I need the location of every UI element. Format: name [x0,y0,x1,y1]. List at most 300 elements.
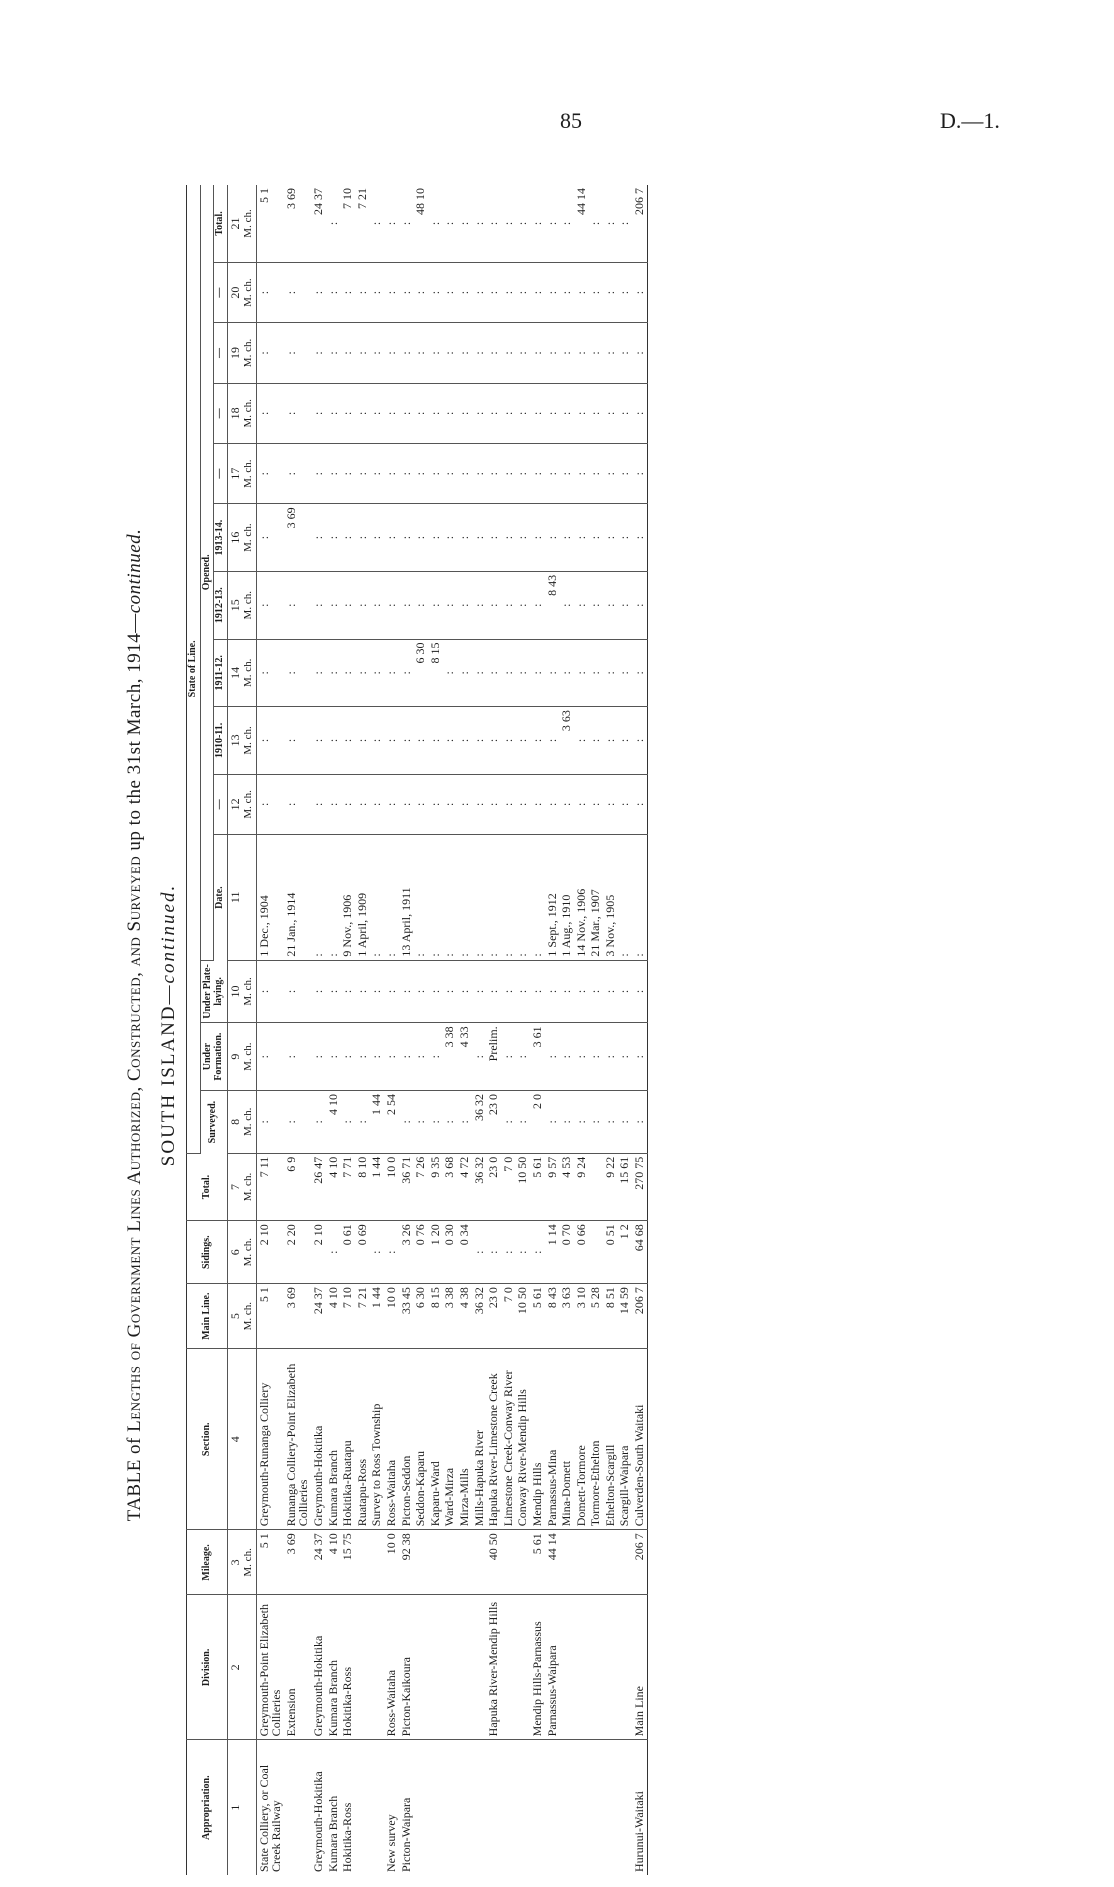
cell-mil [428,1530,443,1595]
cell-c21: : [559,185,574,262]
unit-label: M. ch. [242,1153,256,1221]
cell-sec: Survey to Ross Township [369,1349,384,1530]
cell-tot: 23 0 [486,1153,501,1221]
cell-c16: : [559,504,574,572]
cell-main: 8 15 [428,1284,443,1349]
header-under-formation: Under Formation. [200,1023,227,1091]
cell-c17: : [442,443,457,503]
cell-mil [617,1530,632,1595]
unit-label: M. ch. [242,323,256,383]
cell-c21: 48 10 [413,185,428,262]
cell-tot: 36 32 [472,1153,487,1221]
cell-sec: Culverden-South Waitaki [632,1349,647,1530]
cell-c21: : [472,185,487,262]
title-continued: continued. [124,528,145,614]
table-row [442,185,457,1875]
cell-tot: 15 61 [617,1153,632,1221]
cell-sid: : [486,1221,501,1284]
cell-c19: : [399,323,414,383]
cell-c12: : [399,774,414,834]
cell-c18: : [559,383,574,443]
cell-c20: : [340,262,355,322]
cell-c20: : [399,262,414,322]
cell-c17: : [355,443,370,503]
cell-mil [369,1530,384,1595]
cell-app [428,1740,443,1875]
cell-c12: : [355,774,370,834]
cell-sid: 0 76 [413,1221,428,1284]
cell-date: 14 Nov., 1906 [574,835,589,961]
unit-label [242,1595,256,1740]
cell-c13: : [399,707,414,775]
cell-surv: : [355,1090,370,1153]
cell-surv: : [284,1090,311,1153]
cell-form: 3 38 [442,1023,457,1091]
cell-c18: : [545,383,560,443]
cell-c12: : [486,774,501,834]
cell-main: 10 50 [515,1284,530,1349]
cell-tot: 5 61 [530,1153,545,1221]
cell-sec: Limestone Creek-Conway River [501,1349,516,1530]
cell-c15: : [603,571,618,639]
cell-date: : [326,835,341,961]
cell-c15: : [486,571,501,639]
cell-c15: : [428,571,443,639]
cell-form: : [632,1023,647,1091]
cell-main: 23 0 [486,1284,501,1349]
cell-main: 36 32 [472,1284,487,1349]
cell-form: : [384,1023,399,1091]
header-total: Total. [187,1153,228,1221]
cell-mil [559,1530,574,1595]
cell-c17: : [340,443,355,503]
cell-tot: 9 22 [603,1153,618,1221]
cell-c16: : [472,504,487,572]
cell-date: 3 Nov., 1905 [603,835,618,961]
cell-sid: : [384,1221,399,1284]
table-row [457,185,472,1875]
cell-sec: Ward-Mirza [442,1349,457,1530]
column-number: 20 [227,262,242,322]
header-col19: — [214,323,228,383]
cell-c19: : [515,323,530,383]
cell-c12: : [384,774,399,834]
cell-form: : [256,1023,284,1091]
cell-tot: 4 72 [457,1153,472,1221]
cell-c16: : [340,504,355,572]
header-surveyed: Surveyed. [200,1090,227,1153]
cell-c20: : [384,262,399,322]
cell-c12: : [515,774,530,834]
column-number: 8 [227,1090,242,1153]
cell-c19: : [340,323,355,383]
cell-surv: : [545,1090,560,1153]
unit-label: M. ch. [242,571,256,639]
cell-tot: 7 0 [501,1153,516,1221]
cell-date: 13 April, 1911 [399,835,414,961]
cell-div [355,1595,370,1740]
cell-tot: 9 57 [545,1153,560,1221]
cell-form: : [588,1023,603,1091]
cell-mil [574,1530,589,1595]
cell-main: 4 38 [457,1284,472,1349]
cell-plate: : [340,960,355,1023]
cell-c19: : [574,323,589,383]
cell-sec: Ruatapu-Ross [355,1349,370,1530]
cell-surv: 2 54 [384,1090,399,1153]
table-row [384,185,399,1875]
cell-sid: 2 20 [284,1221,311,1284]
cell-form: Prelim. [486,1023,501,1091]
cell-surv: : [311,1090,326,1153]
table-row [355,185,370,1875]
cell-c15: : [399,571,414,639]
cell-mil [413,1530,428,1595]
title-part-2: Lengths of Government Lines Authorized, Constructed, and Surveyed [124,855,145,1432]
cell-div [574,1595,589,1740]
cell-c16: : [355,504,370,572]
cell-c16: : [457,504,472,572]
cell-app [284,1740,311,1875]
cell-main: 3 69 [284,1284,311,1349]
cell-main: 8 43 [545,1284,560,1349]
cell-main: 7 10 [340,1284,355,1349]
header-1913-14: 1913-14. [214,504,228,572]
cell-c20: : [486,262,501,322]
cell-date: : [515,835,530,961]
cell-app [442,1740,457,1875]
cell-div [617,1595,632,1740]
cell-mil: 15 75 [340,1530,355,1595]
table-row [413,185,428,1875]
unit-label: M. ch. [242,1530,256,1595]
cell-app [545,1740,560,1875]
cell-mil: 92 38 [399,1530,414,1595]
cell-c21: : [442,185,457,262]
subtitle-main: SOUTH ISLAND— [158,983,179,1167]
cell-c13: : [428,707,443,775]
header-date: Date. [214,835,228,961]
column-number: 10 [227,960,242,1023]
cell-div: Kumara Branch [326,1595,341,1740]
cell-div [457,1595,472,1740]
cell-app: Greymouth-Hokitika [311,1771,326,1872]
cell-div [369,1595,384,1740]
cell-main: 7 0 [501,1284,516,1349]
cell-c21: 24 37 [311,185,326,262]
cell-c21: : [617,185,632,262]
cell-form: : [326,1023,341,1091]
cell-form: : [515,1023,530,1091]
cell-date: 21 Jan., 1914 [284,835,311,961]
table-row [340,185,355,1875]
cell-main: 6 30 [413,1284,428,1349]
cell-c14: 6 30 [413,639,428,707]
cell-c17: : [530,443,545,503]
cell-surv: : [559,1090,574,1153]
cell-c21: : [486,185,501,262]
cell-div: Main Line [632,1595,647,1740]
cell-app: Kumara Branch [325,1795,340,1872]
cell-app [486,1740,501,1875]
cell-c17: : [256,443,284,503]
cell-c17: : [413,443,428,503]
unit-label: M. ch. [242,443,256,503]
cell-c17: : [574,443,589,503]
cell-c18: : [457,383,472,443]
cell-c15: 8 43 [545,571,560,639]
unit-label: M. ch. [242,262,256,322]
table-row [574,185,589,1875]
cell-plate: : [559,960,574,1023]
cell-c21: 3 69 [284,185,311,262]
cell-sec: Ethelton-Scargill [603,1349,618,1530]
cell-c17: : [515,443,530,503]
cell-c12: : [428,774,443,834]
cell-sid: 0 66 [574,1221,589,1284]
cell-mil: 24 37 [311,1530,326,1595]
cell-c19: : [442,323,457,383]
cell-c15: : [457,571,472,639]
cell-surv: 36 32 [472,1090,487,1153]
cell-c14: : [617,639,632,707]
cell-sid: : [530,1221,545,1284]
cell-c13: : [617,707,632,775]
header-section: Section. [187,1349,228,1530]
cell-c20: : [326,262,341,322]
cell-sid: : [472,1221,487,1284]
unit-label: M. ch. [242,383,256,443]
cell-plate: : [632,960,647,1023]
cell-sec: Kaparu-Ward [428,1349,443,1530]
cell-c21: : [369,185,384,262]
cell-form: : [311,1023,326,1091]
cell-mil [515,1530,530,1595]
cell-sec: Greymouth-Runanga Colliery [256,1349,284,1530]
cell-c20: : [617,262,632,322]
cell-sid: 1 14 [545,1221,560,1284]
cell-c15: : [530,571,545,639]
cell-sec: Conway River-Mendip Hills [515,1349,530,1530]
cell-c12: : [574,774,589,834]
cell-c18: : [617,383,632,443]
cell-c12: : [559,774,574,834]
cell-tot: 4 53 [559,1153,574,1221]
cell-c14: : [326,639,341,707]
cell-sid: 0 51 [603,1221,618,1284]
cell-c12: : [369,774,384,834]
column-number: 6 [227,1221,242,1284]
cell-form: : [559,1023,574,1091]
table-row [559,185,574,1875]
cell-c13: : [355,707,370,775]
cell-c14: : [355,639,370,707]
cell-date: : [369,835,384,961]
cell-tot: 7 26 [413,1153,428,1221]
cell-c18: : [501,383,516,443]
cell-app [574,1740,589,1875]
cell-c12: : [617,774,632,834]
cell-c18: : [603,383,618,443]
cell-c20: : [545,262,560,322]
table-row [515,185,530,1875]
cell-c13: : [530,707,545,775]
cell-c16: : [632,504,647,572]
cell-mil [457,1530,472,1595]
cell-plate: : [369,960,384,1023]
column-number: 19 [227,323,242,383]
cell-c20: : [515,262,530,322]
cell-sid: : [501,1221,516,1284]
cell-c14: : [457,639,472,707]
cell-c14: : [501,639,516,707]
cell-c19: : [559,323,574,383]
cell-c20: : [632,262,647,322]
cell-c17: : [632,443,647,503]
cell-c17: : [399,443,414,503]
cell-c15: : [617,571,632,639]
cell-c15: : [340,571,355,639]
lines-table [186,185,648,1875]
cell-c14: 8 15 [428,639,443,707]
cell-mil [355,1530,370,1595]
cell-tot: 3 68 [442,1153,457,1221]
cell-date: : [501,835,516,961]
cell-div [515,1595,530,1740]
cell-c15: : [311,571,326,639]
cell-date: : [384,835,399,961]
cell-c14: : [369,639,384,707]
cell-c21: : [399,185,414,262]
cell-main: 3 10 [574,1284,589,1349]
table-body [256,185,647,1875]
cell-c21: : [326,185,341,262]
cell-surv: : [515,1090,530,1153]
cell-c12: : [442,774,457,834]
cell-c12: : [311,774,326,834]
unit-label: M. ch. [242,1023,256,1091]
cell-c16: : [399,504,414,572]
cell-surv: 4 10 [326,1090,341,1153]
cell-sec: Mina-Domett [559,1349,574,1530]
header-opened-total: Total. [214,185,228,262]
cell-c18: : [369,383,384,443]
cell-c17: : [428,443,443,503]
header-main-line: Main Line. [187,1284,228,1349]
cell-main: 3 63 [559,1284,574,1349]
cell-c21: : [428,185,443,262]
cell-c17: : [603,443,618,503]
table-row [311,185,326,1875]
cell-form: : [603,1023,618,1091]
subtitle-continued: continued. [158,883,179,984]
cell-form: : [355,1023,370,1091]
cell-c20: : [311,262,326,322]
cell-c16: : [530,504,545,572]
cell-app: Hokitika-Ross [340,1802,355,1872]
column-number: 17 [227,443,242,503]
cell-c19: : [617,323,632,383]
cell-c17: : [545,443,560,503]
cell-c14: : [399,639,414,707]
cell-tot: 9 24 [574,1153,589,1221]
cell-c16: : [256,504,284,572]
cell-c13: : [486,707,501,775]
cell-c18: : [256,383,284,443]
cell-c20: : [574,262,589,322]
cell-c12: : [457,774,472,834]
cell-plate: : [588,960,603,1023]
cell-app: New survey [383,1814,398,1872]
cell-tot: 1 44 [369,1153,384,1221]
cell-surv: 23 0 [486,1090,501,1153]
cell-c14: : [442,639,457,707]
cell-c12: : [501,774,516,834]
cell-sid: 3 26 [399,1221,414,1284]
cell-c19: : [486,323,501,383]
cell-sec: Seddon-Kaparu [413,1349,428,1530]
cell-c18: : [311,383,326,443]
cell-c12: : [588,774,603,834]
cell-c17: : [384,443,399,503]
cell-app [588,1740,603,1875]
table-title [118,175,152,1875]
cell-c18: : [340,383,355,443]
cell-form: 3 61 [530,1023,545,1091]
header-under-plate-laying: Under Plate-laying. [200,960,227,1023]
header-state-of-line: State of Line. [187,185,201,1153]
cell-plate: : [501,960,516,1023]
cell-sid: 0 69 [355,1221,370,1284]
cell-app [559,1740,574,1875]
header-appropriation: Appropriation. [187,1740,228,1875]
column-number: 12 [227,774,242,834]
cell-c13: : [326,707,341,775]
cell-c13: : [588,707,603,775]
cell-main: 206 7 [632,1284,647,1349]
cell-c13: : [574,707,589,775]
cell-div [442,1595,457,1740]
table-row [617,185,632,1875]
cell-c17: : [486,443,501,503]
cell-div [588,1595,603,1740]
cell-c21: 7 10 [340,185,355,262]
cell-date: : [486,835,501,961]
cell-c15: : [501,571,516,639]
cell-c21: : [457,185,472,262]
cell-form: : [428,1023,443,1091]
cell-div [501,1595,516,1740]
cell-surv: : [574,1090,589,1153]
cell-div: Hokitika-Ross [340,1595,355,1740]
cell-c14: : [284,639,311,707]
cell-form: : [399,1023,414,1091]
cell-c18: : [442,383,457,443]
header-1912-13: 1912-13. [214,571,228,639]
cell-tot: 8 10 [355,1153,370,1221]
cell-c19: : [413,323,428,383]
table-row [472,185,487,1875]
cell-sid: : [369,1221,384,1284]
cell-c19: : [588,323,603,383]
cell-sec: Mills-Hapuka River [472,1349,487,1530]
cell-div [603,1595,618,1740]
cell-main: 24 37 [311,1284,326,1349]
cell-mil: 206 7 [632,1530,647,1595]
cell-c19: : [369,323,384,383]
cell-div [428,1595,443,1740]
cell-sid: 1 20 [428,1221,443,1284]
